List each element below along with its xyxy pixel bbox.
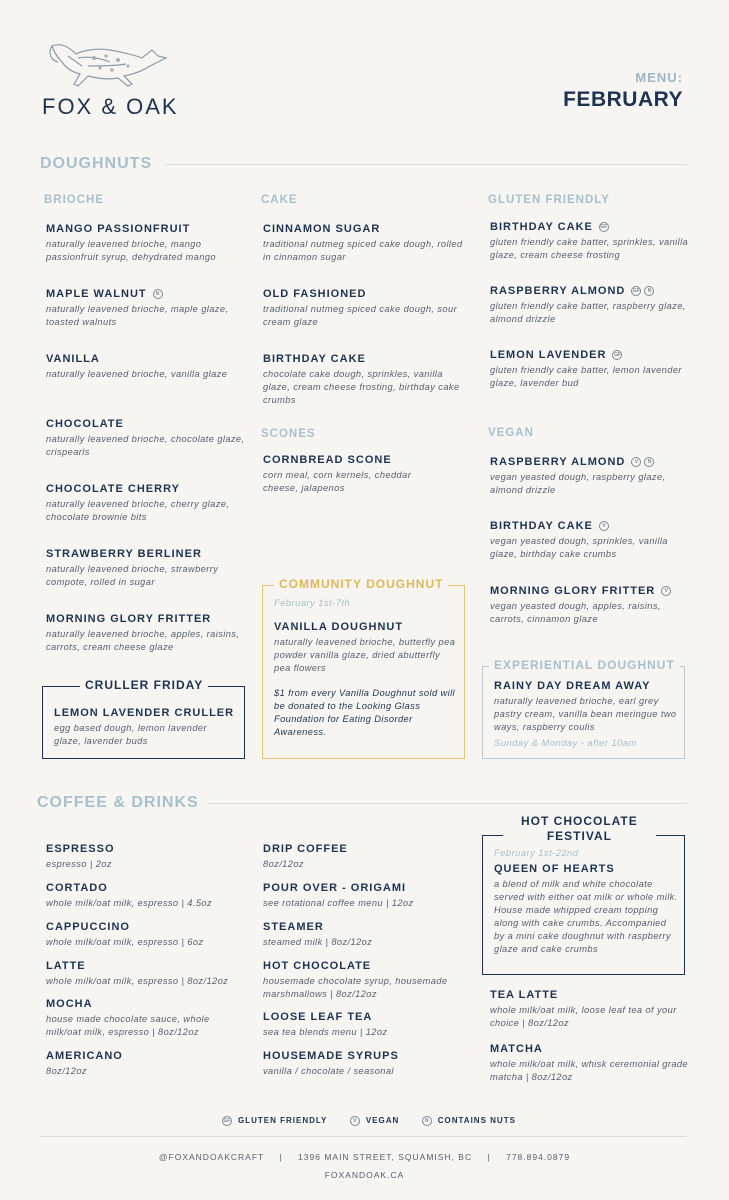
item-desc: naturally leavened brioche, mango passionfruit syrup, dehydrated mango [46, 239, 216, 262]
item-name: STEAMER [263, 921, 324, 933]
item-desc: house made chocolate sauce, whole milk/oat milk, espresso | 8oz/12oz [46, 1014, 210, 1037]
list-item [46, 288, 246, 329]
legend-item: V VEGAN [350, 1116, 399, 1125]
item-desc: naturally leavened brioche, strawberry compote, rolled in sugar [46, 564, 219, 587]
item-desc: 8oz/12oz [46, 1066, 87, 1076]
item-name: CINNAMON SUGAR [263, 223, 381, 235]
item-name: RAINY DAY DREAM AWAY [494, 680, 651, 692]
community-note: $1 from every Vanilla Doughnut sold will be donated to the Looking Glass Foundation for Eating Disorder Awareness. [274, 688, 456, 737]
vegan-icon: V [599, 521, 609, 531]
cruller-friday-title: CRULLER FRIDAY [80, 678, 208, 692]
list-item [263, 454, 443, 495]
item-name: POUR OVER - ORIGAMI [263, 882, 407, 894]
item-name: MOCHA [46, 998, 93, 1010]
list-item [263, 353, 463, 407]
footer-rule [40, 1136, 687, 1137]
hot-chocolate-festival-title: HOT CHOCOLATE FESTIVAL [503, 814, 656, 844]
footer-address: 1396 MAIN STREET, SQUAMISH, BC [298, 1152, 473, 1162]
item-name: QUEEN OF HEARTS [494, 863, 615, 875]
drinks-title: COFFEE & DRINKS [37, 794, 199, 811]
legend-item: N CONTAINS NUTS [422, 1116, 516, 1125]
legend [222, 1110, 516, 1128]
item-name: BIRTHDAY CAKE V [490, 520, 690, 532]
item-name: STRAWBERRY BERLINER [46, 548, 202, 560]
list-item [46, 418, 246, 459]
gluten-friendly-icon: GF [613, 352, 621, 359]
list-item [263, 843, 463, 871]
list-item [46, 223, 246, 264]
hot-chocolate-festival-box [482, 814, 685, 975]
brand-name: FOX & OAK [42, 94, 179, 119]
legend-item: GF GLUTEN FRIENDLY [223, 1116, 328, 1125]
gluten-friendly-icon: GF [632, 288, 640, 295]
item-name: BIRTHDAY CAKE GF [490, 221, 608, 233]
item-name: MAPLE WALNUT N [46, 288, 246, 300]
item-name: CORTADO [46, 882, 108, 894]
experiential-doughnut-box [482, 658, 685, 759]
item-name: MORNING GLORY FRITTER [46, 613, 212, 625]
item-name: BIRTHDAY CAKE [263, 353, 366, 365]
list-item [490, 285, 690, 326]
cruller-friday-box [42, 678, 245, 759]
contains-nuts-icon: N [644, 457, 654, 467]
drinks-rule [208, 803, 687, 804]
footer-phone[interactable]: 778.894.0879 [506, 1152, 571, 1162]
item-desc: naturally leavened brioche, maple glaze, toasted walnuts [46, 304, 229, 327]
item-desc: traditional nutmeg spiced cake dough, rolled in cinnamon sugar [263, 239, 463, 262]
item-name: RASPBERRY ALMOND GF N [490, 285, 690, 297]
item-name: LEMON LAVENDER CRULLER [54, 707, 235, 719]
footer-separator: | [487, 1152, 491, 1162]
community-doughnut-title: COMMUNITY DOUGHNUT [274, 577, 448, 591]
list-item [263, 960, 463, 1001]
item-desc: steamed milk | 8oz/12oz [263, 937, 373, 947]
list-item [46, 1050, 246, 1078]
doughnuts-rule [165, 164, 687, 165]
item-name: RASPBERRY ALMOND V N [490, 456, 690, 468]
gluten-friendly-icon: GF [600, 224, 608, 231]
footer-handle[interactable]: @FOXANDOAKCRAFT [158, 1152, 265, 1162]
list-item [490, 585, 690, 626]
item-name: AMERICANO [46, 1050, 123, 1062]
item-desc: naturally leavened brioche, apples, raisins, carrots, cream cheese glaze [46, 629, 240, 652]
menu-month: FEBRUARY [563, 88, 683, 111]
menu-label: MENU: [635, 70, 683, 85]
community-doughnut-box [262, 577, 465, 759]
list-item [46, 882, 246, 910]
vegan-title: VEGAN [488, 427, 534, 439]
item-name: CAPPUCCINO [46, 921, 130, 933]
item-name: LEMON LAVENDER GF [490, 349, 621, 361]
item-name: MORNING GLORY FRITTER V [490, 585, 690, 597]
list-item [263, 288, 463, 329]
scones-title: SCONES [261, 428, 316, 440]
item-name: VANILLA [46, 353, 100, 365]
contains-nuts-icon: N [153, 289, 163, 299]
item-name: HOUSEMADE SYRUPS [263, 1050, 399, 1062]
list-item [490, 1043, 705, 1084]
item-name: HOT CHOCOLATE [263, 960, 372, 972]
footer-info [0, 1152, 729, 1162]
list-item [46, 613, 246, 654]
footer-separator: | [279, 1152, 283, 1162]
item-name: OLD FASHIONED [263, 288, 367, 300]
list-item [490, 989, 705, 1030]
item-desc: whole milk/oat milk, whisk ceremonial grade matcha | 8oz/12oz [490, 1059, 689, 1082]
list-item [490, 349, 690, 390]
item-desc: traditional nutmeg spiced cake dough, sour cream glaze [263, 304, 458, 327]
item-desc: naturally leavened brioche, earl grey pastry cream, vanilla bean meringue two ways, raspberry coulis [494, 696, 677, 732]
item-desc: whole milk/oat milk, espresso | 6oz [46, 937, 204, 947]
list-item [46, 483, 246, 524]
gluten-friendly-title: GLUTEN FRIENDLY [488, 194, 610, 206]
list-item [46, 998, 246, 1039]
experiential-doughnut-title: EXPERIENTIAL DOUGHNUT [489, 658, 680, 672]
list-item [263, 223, 463, 264]
list-item [46, 548, 246, 589]
festival-dates: February 1st-22nd [494, 848, 579, 859]
item-name: MANGO PASSIONFRUIT [46, 223, 191, 235]
item-desc: naturally leavened brioche, butterfly pea powder vanilla glaze, dried abutterfly pea flowers [274, 637, 456, 673]
list-item [490, 520, 690, 561]
item-desc: whole milk/oat milk, espresso | 4.5oz [46, 898, 213, 908]
item-desc: vegan yeasted dough, apples, raisins, carrots, cinnamon glaze [490, 601, 661, 624]
item-desc: egg based dough, lemon lavender glaze, lavender buds [54, 723, 207, 746]
list-item [490, 221, 690, 262]
gluten-friendly-icon: GF [223, 1117, 231, 1124]
list-item [263, 1050, 463, 1078]
item-desc: housemade chocolate syrup, housemade marshmallows | 8oz/12oz [263, 976, 448, 999]
item-desc: gluten friendly cake batter, raspberry glaze, almond drizzle [490, 301, 686, 324]
vegan-icon: V [661, 586, 671, 596]
item-desc: sea tea blends menu | 12oz [263, 1027, 388, 1037]
item-desc: see rotational coffee menu | 12oz [263, 898, 414, 908]
item-name: DRIP COFFEE [263, 843, 348, 855]
list-item [46, 960, 246, 988]
item-desc: 8oz/12oz [263, 859, 304, 869]
item-desc: corn meal, corn kernels, cheddar cheese, jalapenos [263, 470, 412, 493]
item-name: CHOCOLATE [46, 418, 124, 430]
experiential-when: Sunday & Monday - after 10am [494, 738, 637, 749]
footer-website[interactable]: FOXANDOAK.CA [324, 1170, 405, 1180]
list-item [46, 353, 246, 381]
item-desc: a blend of milk and white chocolate served with either oat milk or whole milk. House made whipped cream topping along with cake crumbs. Accompanied by a mini cake doughnut with raspberry glaze and cake crumbs [494, 879, 678, 954]
list-item [263, 921, 463, 949]
item-desc: naturally leavened brioche, vanilla glaze [46, 369, 228, 379]
item-desc: vegan yeasted dough, raspberry glaze, almond drizzle [490, 472, 666, 495]
vegan-icon: V [350, 1116, 360, 1126]
contains-nuts-icon: N [422, 1116, 432, 1126]
list-item [490, 456, 690, 497]
item-desc: vanilla / chocolate / seasonal [263, 1066, 394, 1076]
item-name: CHOCOLATE CHERRY [46, 483, 180, 495]
item-name: VANILLA DOUGHNUT [274, 621, 404, 633]
item-desc: espresso | 2oz [46, 859, 112, 869]
list-item [263, 882, 463, 910]
item-desc: naturally leavened brioche, chocolate glaze, crispearls [46, 434, 245, 457]
item-name: MATCHA [490, 1043, 543, 1055]
item-name: LOOSE LEAF TEA [263, 1011, 373, 1023]
item-name: TEA LATTE [490, 989, 559, 1001]
item-desc: gluten friendly cake batter, lemon lavender glaze, lavender bud [490, 365, 682, 388]
contains-nuts-icon: N [644, 286, 654, 296]
community-dates: February 1st-7th [274, 598, 351, 609]
item-name: CORNBREAD SCONE [263, 454, 392, 466]
vegan-icon: V [631, 457, 641, 467]
item-desc: vegan yeasted dough, sprinkles, vanilla glaze, birthday cake crumbs [490, 536, 668, 559]
brioche-title: BRIOCHE [44, 194, 105, 206]
item-desc: naturally leavened brioche, cherry glaze, chocolate brownie bits [46, 499, 230, 522]
list-item [46, 843, 246, 871]
item-name: LATTE [46, 960, 86, 972]
item-desc: gluten friendly cake batter, sprinkles, vanilla glaze, cream cheese frosting [490, 237, 689, 260]
item-name: ESPRESSO [46, 843, 115, 855]
doughnuts-title: DOUGHNUTS [40, 155, 153, 172]
item-desc: whole milk/oat milk, loose leaf tea of your choice | 8oz/12oz [490, 1005, 677, 1028]
fox-logo [48, 36, 170, 92]
item-desc: chocolate cake dough, sprinkles, vanilla glaze, cream cheese frosting, birthday cake crumbs [263, 369, 460, 405]
list-item [46, 921, 246, 949]
list-item [263, 1011, 463, 1039]
cake-title: CAKE [261, 194, 298, 206]
item-desc: whole milk/oat milk, espresso | 8oz/12oz [46, 976, 229, 986]
